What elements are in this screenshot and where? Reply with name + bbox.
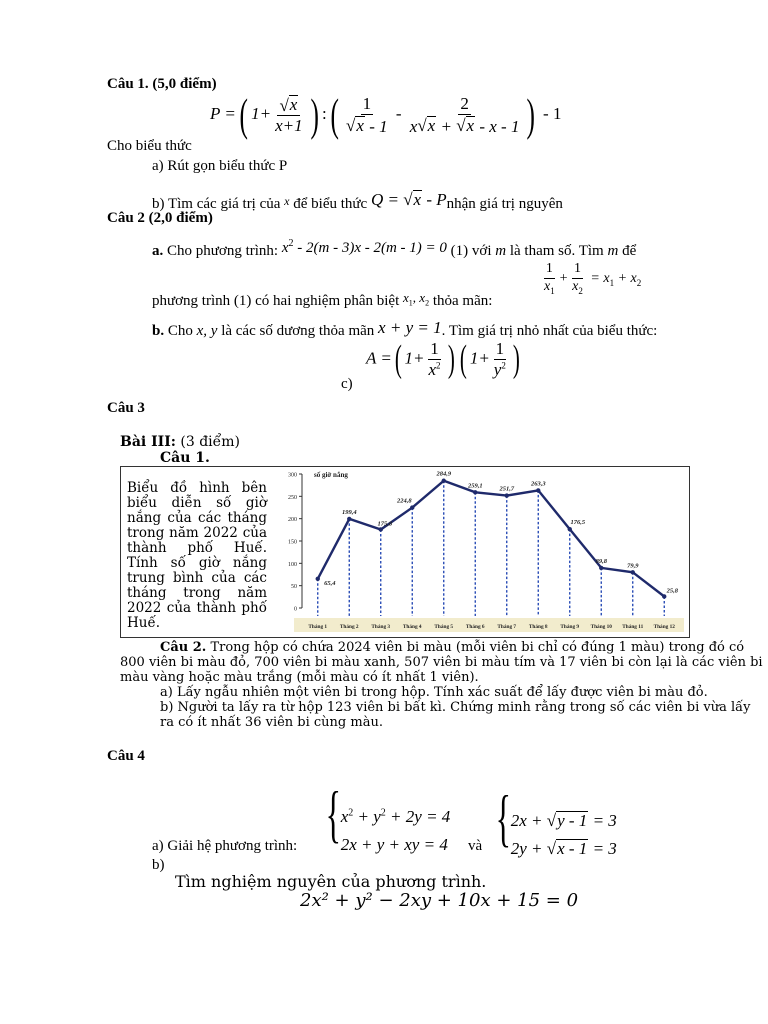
x-tick-label: Tháng 4 xyxy=(402,624,422,630)
x-tick-label: Tháng 6 xyxy=(465,624,485,630)
q3-cau2-line3: màu vàng hoặc màu trắng (mỗi màu có ít nhất 1 viên). xyxy=(120,670,479,685)
x-tick-label: Tháng 3 xyxy=(371,624,391,630)
y-tick-label: 0 xyxy=(294,606,297,613)
q2-condition: $\frac{1}{x_1}$ + $\frac{1}{x_2}$ = $x_1 + x_2$ xyxy=(544,261,642,296)
q4-system-2: { 2x + √ y - 1 = 3 2y + √ x - 1 = 3 xyxy=(495,782,617,859)
y-tick-label: 300 xyxy=(288,472,297,479)
series-line xyxy=(318,481,665,597)
sunshine-chart-svg xyxy=(270,466,688,636)
q4-title: Câu 4 xyxy=(107,748,145,764)
data-point xyxy=(662,594,666,598)
data-label: 224,8 xyxy=(396,497,412,505)
x-tick-label: Tháng 7 xyxy=(497,624,517,630)
q4-part-b-text: Tìm nghiệm nguyên của phương trình. xyxy=(175,872,487,891)
data-point xyxy=(473,490,477,494)
q2-part-a-line2: phương trình (1) có hai nghiệm phân biệt $x_1$, $x_2$ thỏa mãn: xyxy=(152,290,493,309)
q2-title: Câu 2 (2,0 điểm) xyxy=(107,210,213,226)
chart-panel-description: Biểu đồ hình bên biểu diễn số giờ nắng của các tháng trong năm 2022 của thành phố Huế. Tính số giờ nắng trung bình của các tháng trong năm 2022 của thành phố Huế. xyxy=(127,480,267,631)
q1-part-a: a) Rút gọn biểu thức P xyxy=(152,158,288,174)
x-tick-label: Tháng 8 xyxy=(528,624,548,630)
y-tick-label: 150 xyxy=(288,539,297,546)
y-tick-label: 200 xyxy=(288,517,297,524)
y-tick-label: 50 xyxy=(291,584,297,591)
data-label: 259,1 xyxy=(467,482,483,490)
data-point xyxy=(505,493,509,497)
data-label: 65,4 xyxy=(324,579,336,587)
x-tick-label: Tháng 9 xyxy=(560,624,580,630)
data-point xyxy=(347,517,351,521)
x-tick-label: Tháng 5 xyxy=(434,624,454,630)
data-label: 25,8 xyxy=(666,587,678,595)
q2-part-a-line1: a. Cho phương trình: $x^2 - 2(m - 3)x - 2(m - 1) = 0$ (1) với m là tham số. Tìm m để xyxy=(152,238,637,259)
q1-part-b: b) Tìm các giá trị của $^x$ để biểu thức Q = √ x - Pnhận giá trị nguyên xyxy=(152,190,563,212)
q3-cau2-line1: Câu 2. Trong hộp có chứa 2024 viên bi màu (mỗi viên bi chỉ có đúng 1 màu) trong đó có xyxy=(160,640,745,655)
data-label: 284,9 xyxy=(436,470,452,478)
q2-part-c-label: c) xyxy=(341,376,353,392)
x-tick-label: Tháng 11 xyxy=(622,624,644,630)
q3-title: Câu 3 xyxy=(107,400,145,416)
q2-part-b: b. Cho x, y là các số dương thỏa mãn x + y = 1. Tìm giá trị nhỏ nhất của biểu thức: xyxy=(152,318,658,339)
x-tick-label: Tháng 12 xyxy=(653,624,675,630)
y-tick-label: 100 xyxy=(288,561,297,568)
q1-title: Câu 1. (5,0 điểm) xyxy=(107,76,217,92)
data-label: 251,7 xyxy=(499,485,515,493)
data-point xyxy=(316,577,320,581)
data-point xyxy=(536,488,540,492)
data-point xyxy=(599,566,603,570)
x-tick-label: Tháng 1 xyxy=(308,624,328,630)
data-label: 175,8 xyxy=(377,520,393,528)
y-tick-label: 250 xyxy=(288,494,297,501)
data-point xyxy=(631,570,635,574)
q4-system-1: { $x^2 + y^2 + 2y = 4$ 2x + y + xy = 4 xyxy=(325,778,451,855)
sunshine-chart xyxy=(270,466,688,636)
q4-part-b-equation: 2x² + y² − 2xy + 10x + 15 = 0 xyxy=(300,890,579,911)
q3-cau1: Câu 1. xyxy=(160,450,210,466)
data-label: 79,9 xyxy=(627,562,639,570)
data-label: 176,5 xyxy=(570,519,586,527)
q3-cau2-b1: b) Người ta lấy ra từ hộp 123 viên bi bất kì. Chứng minh rằng trong số các viên bi vừa lấy xyxy=(160,700,751,715)
data-point xyxy=(410,505,414,509)
data-label: 199,4 xyxy=(341,508,357,516)
x-tick-label: Tháng 2 xyxy=(339,624,359,630)
q3-bai-heading: Bài III: (3 điểm) xyxy=(120,434,240,450)
q3-cau2-a: a) Lấy ngẫu nhiên một viên bi trong hộp. Tính xác suất để lấy được viên bi màu đỏ. xyxy=(160,685,708,700)
data-point xyxy=(442,479,446,483)
q3-cau2-line2: 800 viên bi màu đỏ, 700 viên bi màu xanh, 507 viên bi màu tím và 17 viên bi còn lại là các viên bi xyxy=(120,655,763,670)
q3-cau2-b2: ra có ít nhất 36 viên bi cùng màu. xyxy=(160,715,383,730)
data-label: 263,3 xyxy=(530,480,546,488)
data-point xyxy=(379,527,383,531)
q2-expression-A: A =( 1+ $\frac{1}{x^2}$ ) ( 1+ $\frac{1}{y^2}$ ) xyxy=(366,338,520,381)
data-point xyxy=(568,527,572,531)
y-axis-title: số giờ nắng xyxy=(314,471,348,479)
q1-intro: Cho biểu thức xyxy=(107,138,192,154)
q1-expression-P: P =( 1+ √ x x+1 ) :( 1 √ x - 1 - 2 x √ x + √ x - x - 1 ) - 1 xyxy=(210,89,562,140)
q4-part-b-label: b) xyxy=(152,857,165,873)
x-tick-label: Tháng 10 xyxy=(590,624,612,630)
q4-and: và xyxy=(468,838,483,854)
data-label: 89,8 xyxy=(595,557,607,565)
q4-part-a: a) Giải hệ phương trình: xyxy=(152,838,298,854)
